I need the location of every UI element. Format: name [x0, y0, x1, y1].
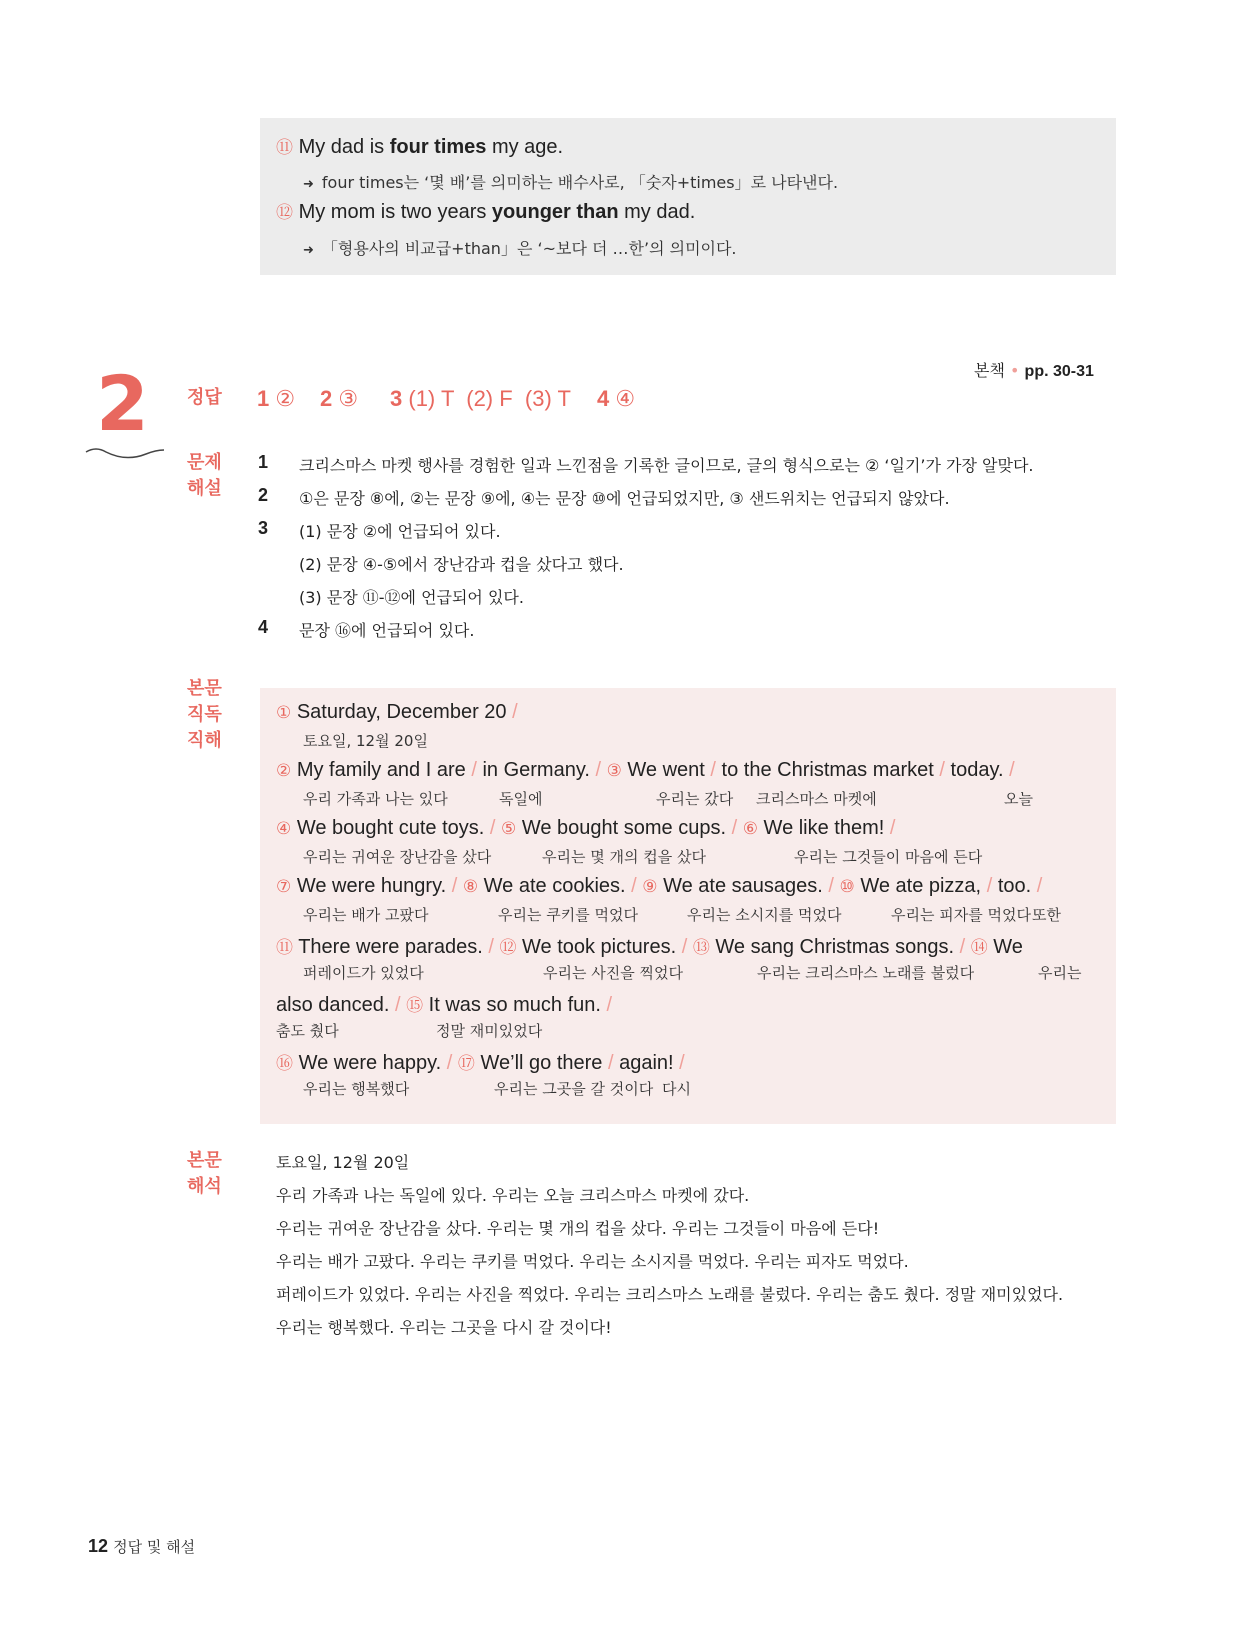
gloss-6: 우리는 그것들이 마음에 든다: [794, 848, 983, 866]
reading-line-4: ⑦ We were hungry. / ⑧ We ate cookies. / ⑨ We ate sausages. / ⑩ We ate pizza, / too. /: [276, 875, 1043, 897]
footer-title: 정답 및 해설: [113, 1538, 196, 1556]
gloss-13: 우리는 크리스마스 노래를 불렀다: [757, 964, 975, 982]
arrow-icon: ➜: [303, 243, 314, 258]
answer-3: 3 (1) T (2) F (3) T: [390, 386, 571, 411]
translation-label: 본문 해석: [187, 1150, 222, 1197]
gloss-3b: 크리스마스 마켓에: [756, 790, 877, 808]
gloss-3c: 오늘: [1004, 790, 1033, 808]
translation-line: 우리는 귀여운 장난감을 샀다. 우리는 몇 개의 컵을 샀다. 우리는 그것들이 마음에 든다!: [276, 1219, 880, 1238]
answer-label: 정답: [187, 387, 222, 408]
explanation-item: 4 문장 ⑯에 언급되어 있다.: [258, 617, 475, 640]
explanation-item: 1 크리스마스 마켓 행사를 경험한 일과 느낀점을 기록한 글이므로, 글의 형식으로는 ② ‘일기’가 가장 알맞다.: [258, 452, 1034, 475]
note-12: ➜ 「형용사의 비교급+than」은 ‘~보다 더 …한’의 의미이다.: [303, 239, 737, 258]
gloss-9: 우리는 소시지를 먹었다: [687, 906, 842, 924]
sentence-11: ⑪ My dad is four times my age.: [276, 136, 564, 158]
gloss-15: 정말 재미있었다: [436, 1022, 543, 1040]
reading-line-6: also danced. / ⑮ It was so much fun. /: [276, 994, 613, 1016]
gloss-14b: 춤도 췄다: [276, 1022, 339, 1040]
reading-label: 본문 직독 직해: [187, 678, 222, 751]
note-11: ➜ four times는 ‘몇 배’를 의미하는 배수사로, 「숫자+times」로 나타낸다.: [303, 173, 839, 192]
translation-line: 우리는 배가 고팠다. 우리는 쿠키를 먹었다. 우리는 소시지를 먹었다. 우리는 피자도 먹었다.: [276, 1252, 909, 1271]
reading-line-5: ⑪ There were parades. / ⑫ We took pictures. / ⑬ We sang Christmas songs. / ⑭ We: [276, 936, 1023, 958]
answer-2: 2 ③: [320, 386, 359, 411]
gloss-5: 우리는 몇 개의 컵을 샀다: [542, 848, 706, 866]
reading-line-7: ⑯ We were happy. / ⑰ We’ll go there / again! /: [276, 1052, 685, 1074]
translation-line: 토요일, 12월 20일: [276, 1153, 410, 1172]
translation-line: 우리는 행복했다. 우리는 그곳을 다시 갈 것이다!: [276, 1318, 612, 1337]
gloss-7: 우리는 배가 고팠다: [303, 906, 429, 924]
translation-line: 우리 가족과 나는 독일에 있다. 우리는 오늘 크리스마스 마켓에 갔다.: [276, 1186, 750, 1205]
page-footer: [88, 1536, 195, 1557]
arrow-icon: ➜: [303, 177, 314, 192]
explanation-item: 3 (1) 문장 ②에 언급되어 있다.: [258, 518, 501, 541]
answer-4: 4 ④: [597, 386, 636, 411]
gloss-2: 우리 가족과 나는 있다: [303, 790, 448, 808]
gloss-16: 우리는 행복했다: [303, 1080, 410, 1098]
gloss-17b: 다시: [662, 1080, 691, 1098]
gloss-8: 우리는 쿠키를 먹었다: [498, 906, 638, 924]
gloss-3: 우리는 갔다: [656, 790, 734, 808]
gloss-17: 우리는 그곳을 갈 것이다: [494, 1080, 654, 1098]
section-number-badge: [84, 359, 168, 468]
sentence-12: ⑫ My mom is two years younger than my dad.: [276, 201, 696, 223]
gloss-1: 토요일, 12월 20일: [303, 732, 428, 750]
gloss-10: 우리는 피자를 먹었다: [891, 906, 1031, 924]
gloss-4: 우리는 귀여운 장난감을 샀다: [303, 848, 492, 866]
section-number: 2: [96, 359, 149, 448]
reading-line-3: ④ We bought cute toys. / ⑤ We bought some cups. / ⑥ We like them! /: [276, 817, 896, 839]
gloss-2b: 독일에: [499, 790, 543, 808]
answer-1: 1 ②: [257, 386, 296, 411]
gloss-10b: 또한: [1032, 906, 1061, 924]
explanation-item: 2 ①은 문장 ⑧에, ②는 문장 ⑨에, ④는 문장 ⑩에 언급되었지만, ③ 샌드위치는 언급되지 않았다.: [258, 485, 950, 508]
reading-line-2: ② My family and I are / in Germany. / ③ We went / to the Christmas market / today. /: [276, 759, 1015, 781]
reading-line-1: ① Saturday, December 20 /: [276, 701, 518, 723]
translation-line: 퍼레이드가 있었다. 우리는 사진을 찍었다. 우리는 크리스마스 노래를 불렀다. 우리는 춤도 췄다. 정말 재미있었다.: [276, 1285, 1064, 1304]
gloss-14: 우리는: [1038, 964, 1082, 982]
gloss-12: 우리는 사진을 찍었다: [543, 964, 683, 982]
page-number: 12: [88, 1536, 109, 1556]
page-reference: 본책 • pp. 30-31: [974, 361, 1094, 380]
gloss-11: 퍼레이드가 있었다: [303, 964, 424, 982]
explanation-label: 문제 해설: [187, 452, 222, 499]
